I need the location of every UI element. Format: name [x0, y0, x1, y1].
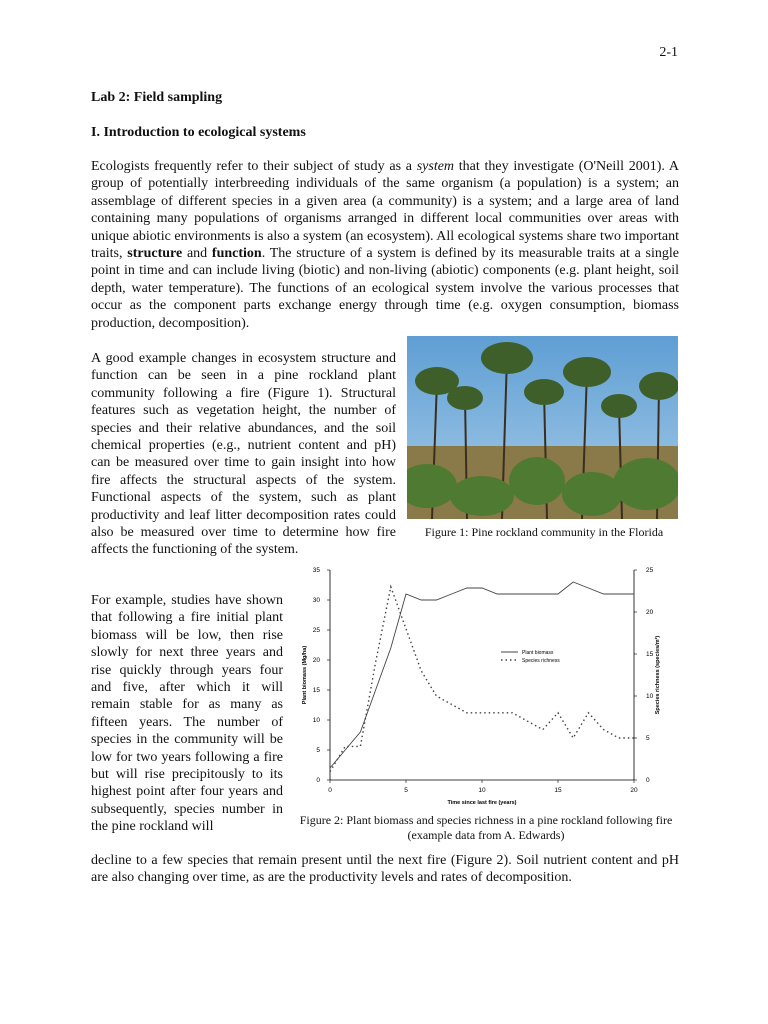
page-number: 2-1 [659, 45, 678, 60]
figure1-caption: Figure 1: Pine rockland community in the Florida [424, 525, 664, 539]
y-left-tick-label: 35 [312, 567, 320, 575]
pine-rockland-illustration [407, 336, 678, 519]
y-left-tick-label: 10 [312, 717, 320, 725]
y-right-tick-label: 0 [646, 777, 650, 785]
y-right-tick-label: 15 [646, 651, 654, 659]
text-run: Ecologists frequently refer to their subject of study as a [91, 159, 417, 174]
x-tick-label: 20 [630, 787, 638, 794]
y-left-tick-label: 20 [312, 657, 320, 665]
text-run: . The structure of a system is defined by its measurable traits at a single point in time and can include living (biotic) and non-living (abiotic) components (e.g. plant height, soil depth, water temperature). The functions of an ecological system involve the various processes that occur as the component parts exchange energy through time (e.g. oxygen consumption, biomass production, decomposition). [91, 246, 679, 331]
x-axis-label: Time since last fire (years) [447, 800, 517, 806]
y-axis-right-label: Species richness (species/m²) [655, 635, 661, 715]
y-axis-left-label: Plant biomass (Mg/ha) [302, 645, 308, 705]
intro-paragraph [91, 158, 679, 332]
y-left-tick-label: 25 [312, 627, 320, 635]
chart-series [330, 582, 634, 772]
lab-title: Lab 2: Field sampling [91, 90, 223, 105]
pine-rockland-paragraph: A good example changes in ecosystem structure and function can be seen in a pine rockland plant community following a fire (Figure 1). Structural features such as vegetation height, the number of species and their relative abundances, and the soil chemical properties (e.g., nutrient content and pH) can be measured over time to gain insight into how fire affects the structural aspects of the system. Functional aspects of the system, such as plant productivity and leaf litter decomposition rates could also be measured over time to determine how fire affects the functioning of the system. [91, 351, 396, 558]
y-right-tick-label: 10 [646, 693, 654, 701]
biomass-richness-chart [296, 562, 676, 810]
structure-term: structure [127, 246, 183, 262]
legend-entry: Species richness [522, 658, 560, 664]
y-left-tick-label: 5 [316, 747, 320, 755]
x-tick-label: 5 [404, 787, 408, 794]
figure2-caption: Figure 2: Plant biomass and species richness in a pine rockland following fire (example data from A. Edwards) [299, 813, 673, 842]
function-term: function [211, 246, 262, 262]
legend-entry: Plant biomass [522, 650, 554, 656]
x-tick-label: 0 [328, 787, 332, 794]
y-right-tick-label: 25 [646, 567, 654, 575]
y-right-tick-label: 5 [646, 735, 650, 743]
y-left-tick-label: 15 [312, 687, 320, 695]
section-heading: I. Introduction to ecological systems [91, 125, 306, 140]
y-right-tick-label: 20 [646, 609, 654, 617]
decline-paragraph: decline to a few species that remain present until the next fire (Figure 2). Soil nutrient content and pH are also changing over time, as are the productivity levels and rates of decomposition. [91, 853, 679, 886]
text-run: that they investigate (O'Neill 2001). A group of potentially interbreeding individuals of the same organism (a population) is a system; an assemblage of different species in a given area (a community) is a system; and a large area of land containing many populations of organisms arranged in different local communities over areas with unique abiotic environments is also a system (an ecosystem). All ecological systems share two important traits, [91, 159, 679, 262]
plant-biomass-line [330, 582, 634, 768]
y-left-tick-label: 0 [316, 777, 320, 785]
text-run: and [182, 246, 212, 262]
x-tick-label: 10 [478, 787, 486, 794]
chart-legend [501, 650, 560, 664]
pine-rockland-photo [407, 336, 678, 519]
system-term: system [416, 159, 455, 174]
y-left-tick-label: 30 [312, 597, 320, 605]
biomass-paragraph: For example, studies have shown that following a fire initial plant biomass will be low, then rise slowly for next three years and rise quickly through years four and five, after which it will remain stable for as many as fifteen years. The number of species in the community will be low for two years following a fire but will rise precipitously to its highest point after four years and subsequently, species number in the pine rockland will [91, 593, 283, 835]
chart-axes [302, 567, 661, 806]
x-tick-label: 15 [554, 787, 562, 794]
species-richness-line [330, 587, 634, 772]
